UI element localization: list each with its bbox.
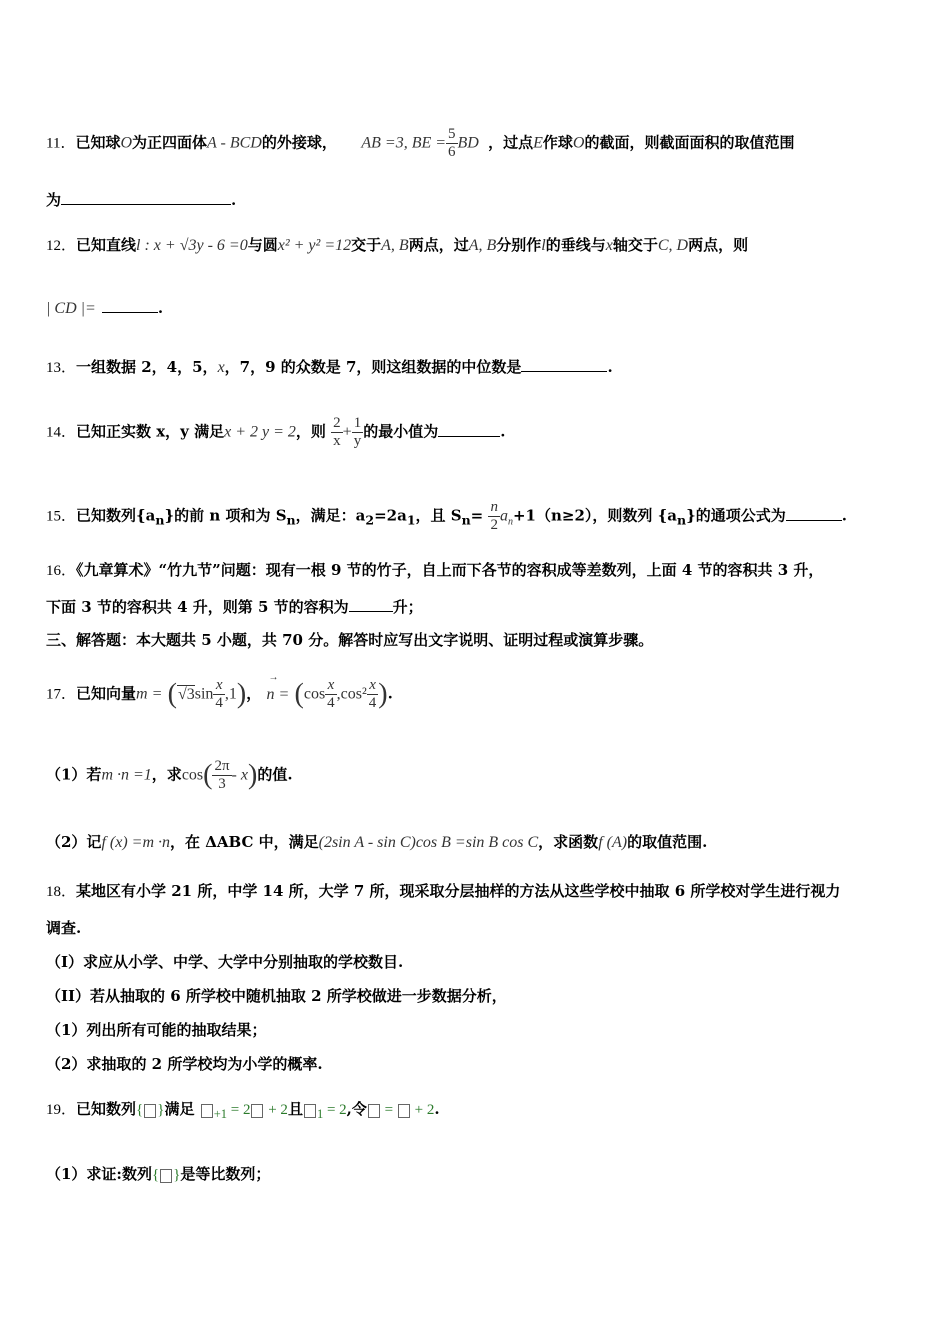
question-16: 16．《九章算术》“竹九节”问题：现有一根 9 节的竹子，自上而下各节的容积成等差数列，上面 4 节的容积共 3 升， bbox=[46, 561, 824, 579]
answer-blank bbox=[786, 506, 842, 521]
fraction-x-4: $\frac{x}{4}$ bbox=[215, 677, 223, 711]
question-17-part-1: （1）若m ·n =1，求cos( $\frac{2\pi}{3}$ - x)的值. bbox=[46, 758, 293, 792]
fraction-x-4: $\frac{x}{4}$ bbox=[327, 677, 335, 711]
question-18: 18．某地区有小学 21 所，中学 14 所，大学 7 所，现采取分层抽样的方法从这些学校中抽取 6 所学校对学生进行视力 bbox=[46, 882, 841, 900]
answer-blank bbox=[521, 357, 607, 372]
answer-blank bbox=[61, 190, 231, 205]
placeholder-formula: { } bbox=[151, 1167, 181, 1183]
section-heading: 三、解答题：本大题共 5 小题，共 70 分。解答时应写出文字说明、证明过程或演算步骤。 bbox=[46, 631, 654, 649]
fraction-2pi-3: $\frac{2\pi}{3}$ bbox=[214, 758, 230, 792]
question-18-part-ii-2: （2）求抽取的 2 所学校均为小学的概率. bbox=[46, 1055, 323, 1073]
placeholder-formula: { } bbox=[136, 1102, 165, 1118]
question-11: 11．已知球O为正四面体A - BCD的外接球， AB =3, BE = $\frac{5}{6}$ BD ，过点E作球O的截面，则截面面积的取值范围 bbox=[46, 126, 795, 160]
question-18-part-ii-1: （1）列出所有可能的抽取结果； bbox=[46, 1021, 267, 1039]
fraction-5-6: $\frac{5}{6}$ bbox=[448, 126, 456, 160]
question-18-cont: 调查. bbox=[46, 919, 82, 937]
fraction-1-y: $\frac{1}{y}$ bbox=[353, 415, 362, 449]
question-18-part-i: （I）求应从小学、中学、大学中分别抽取的学校数目. bbox=[46, 953, 404, 971]
question-11-cont: 为 . bbox=[46, 191, 237, 209]
placeholder-formula: = + 2 bbox=[367, 1102, 434, 1118]
question-12-cont: | CD |= . bbox=[46, 299, 164, 317]
question-13: 13．一组数据 2，4，5，x，7，9 的众数是 7，则这组数据的中位数是 . bbox=[46, 358, 613, 376]
answer-blank bbox=[349, 597, 393, 612]
fraction-x-4: $\frac{x}{4}$ bbox=[368, 677, 377, 711]
answer-blank bbox=[102, 298, 158, 313]
question-16-cont: 下面 3 节的容积共 4 升，则第 5 节的容积为 升； bbox=[46, 598, 423, 616]
question-17: 17．已知向量m = (√3sin $\frac{x}{4}$ ,1)， → n = (cos $\frac{x}{4}$ ,cos² $\frac{x}{4}$ ). bbox=[46, 671, 393, 711]
fraction-2-x: $\frac{2}{x}$ bbox=[333, 415, 341, 449]
placeholder-formula: $_{+1}$ = 2 + 2 bbox=[200, 1102, 288, 1118]
question-12: 12．已知直线l : x + √3y - 6 =0与圆x² + y² =12交于A, B两点，过A, B分别作l的垂线与x轴交于C, D两点，则 bbox=[46, 236, 749, 254]
question-17-part-2: （2）记f (x) =m ·n，在 ΔABC 中，满足(2sin A - sin C)cos B =sin B cos C，求函数f (A)的取值范围. bbox=[46, 833, 708, 851]
question-18-part-ii: （II）若从抽取的 6 所学校中随机抽取 2 所学校做进一步数据分析， bbox=[46, 987, 507, 1005]
question-19-part-1: （1）求证:数列{ }是等比数列； bbox=[46, 1165, 271, 1183]
question-14: 14．已知正实数 x，y 满足x + 2 y = 2，则 $\frac{2}{x}$ + $\frac{1}{y}$ 的最小值为 . bbox=[46, 415, 506, 449]
fraction-n-2: $\frac{n}{2}$ bbox=[490, 499, 498, 533]
answer-blank bbox=[438, 422, 500, 437]
question-19: 19．已知数列{ }满足 $_{+1}$ = 2 + 2且 $_1$ = 2,令 = + 2. bbox=[46, 1100, 440, 1121]
question-15: 15．已知数列$\{a_n\}$的前 n 项和为 $S_n$，满足：$a_2=2a_1$，且 $S_n=$ $\frac{n}{2}$ $a_n+1(n\ge 2)$，则数列 $\{a_n\}$的通项公式为 . bbox=[46, 499, 847, 533]
placeholder-formula: $_1$ = 2 bbox=[303, 1102, 347, 1118]
